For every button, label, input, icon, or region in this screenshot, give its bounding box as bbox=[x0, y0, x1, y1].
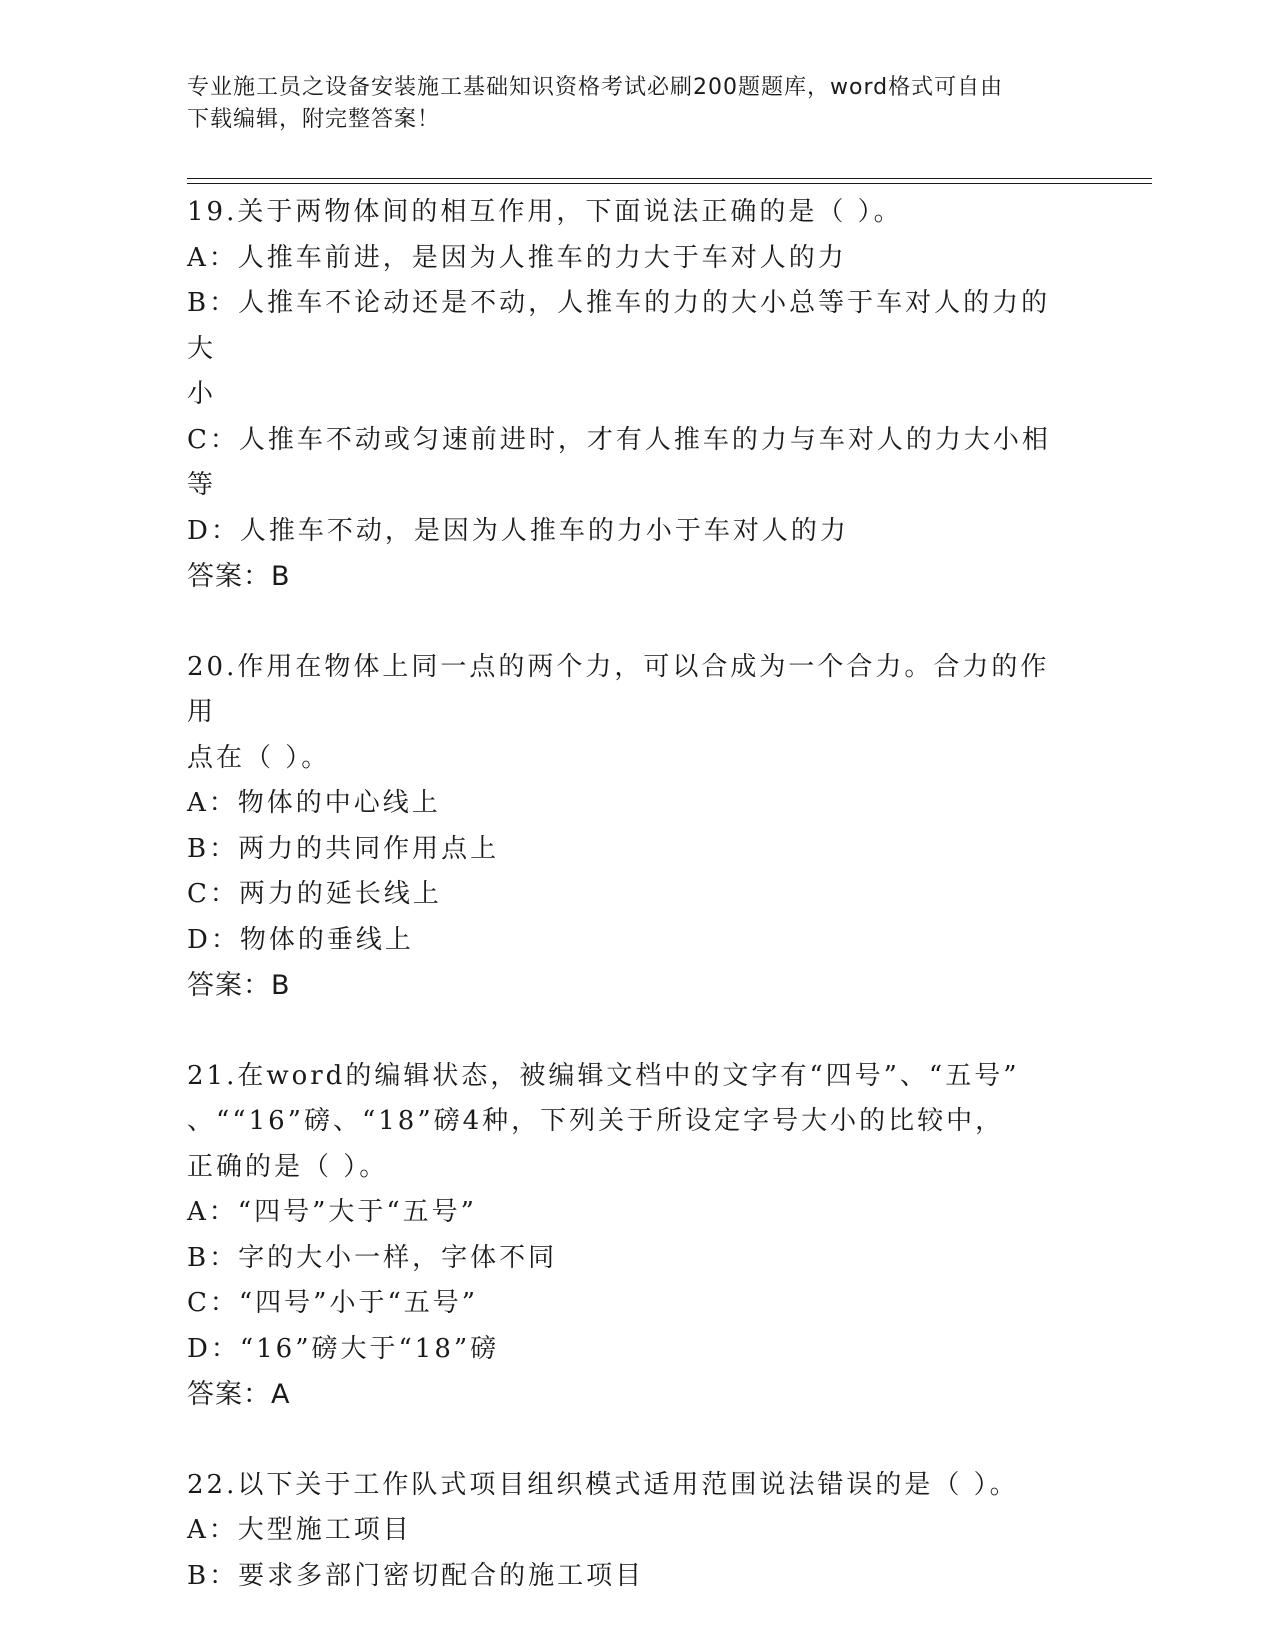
question-21 bbox=[187, 1054, 1072, 1418]
option-c: C：“四号”小于“五号” bbox=[187, 1288, 479, 1318]
question-stem: 20.作用在物体上同一点的两个力，可以合成为一个合力。合力的作用 bbox=[187, 651, 1050, 727]
option-b: B：两力的共同作用点上 bbox=[187, 833, 500, 864]
question-stem: 22.以下关于工作队式项目组织模式适用范围说法错误的是（ ）。 bbox=[187, 1469, 1019, 1500]
question-19 bbox=[187, 190, 1072, 600]
option-a: A：大型施工项目 bbox=[187, 1515, 412, 1545]
option-c: C：人推车不动或匀速前进时，才有人推车的力与车对人的力大小相等 bbox=[187, 424, 1051, 500]
answer-line: 答案：B bbox=[187, 561, 291, 592]
option-d: D：“16”磅大于“18”磅 bbox=[187, 1333, 500, 1364]
option-b: B：字的大小一样，字体不同 bbox=[187, 1242, 558, 1273]
question-list bbox=[187, 190, 1072, 1599]
question-stem: 21.在word的编辑状态，被编辑文档中的文字有“四号”、“五号” bbox=[187, 1060, 1020, 1091]
option-d: D：人推车不动，是因为人推车的力小于车对人的力 bbox=[187, 515, 849, 546]
answer-line: 答案：A bbox=[187, 1379, 291, 1410]
header-line-1: 专业施工员之设备安装施工基础知识资格考试必刷200题题库，word格式可自由 bbox=[187, 75, 1004, 100]
question-spacer bbox=[187, 1418, 1072, 1463]
option-a: A：“四号”大于“五号” bbox=[187, 1197, 477, 1227]
question-stem-continued: 正确的是（ ）。 bbox=[187, 1151, 389, 1182]
header-line-2: 下载编辑，附完整答案！ bbox=[187, 107, 441, 132]
option-a: A：物体的中心线上 bbox=[187, 788, 441, 818]
option-a: A：人推车前进，是因为人推车的力大于车对人的力 bbox=[187, 242, 847, 273]
question-spacer bbox=[187, 1009, 1072, 1054]
option-d: D：物体的垂线上 bbox=[187, 924, 414, 955]
question-stem-continued: 点在（ ）。 bbox=[187, 742, 331, 773]
question-20 bbox=[187, 645, 1072, 1009]
question-stem-continued: 、““16”磅、“18”磅4种，下列关于所设定字号大小的比较中， bbox=[187, 1106, 1005, 1136]
option-b-continued: 小 bbox=[187, 379, 217, 409]
header-rule-bottom bbox=[187, 183, 1152, 184]
option-b: B：人推车不论动还是不动，人推车的力的大小总等于车对人的力的大 bbox=[187, 288, 1051, 364]
question-spacer bbox=[187, 600, 1072, 645]
option-b: B：要求多部门密切配合的施工项目 bbox=[187, 1560, 645, 1591]
header-rule-top bbox=[187, 178, 1152, 179]
question-22 bbox=[187, 1463, 1072, 1600]
option-c: C：两力的延长线上 bbox=[187, 879, 442, 909]
question-stem: 19.关于两物体间的相互作用，下面说法正确的是（ ）。 bbox=[187, 197, 903, 227]
document-header bbox=[187, 72, 1067, 136]
answer-line: 答案：B bbox=[187, 970, 291, 1001]
